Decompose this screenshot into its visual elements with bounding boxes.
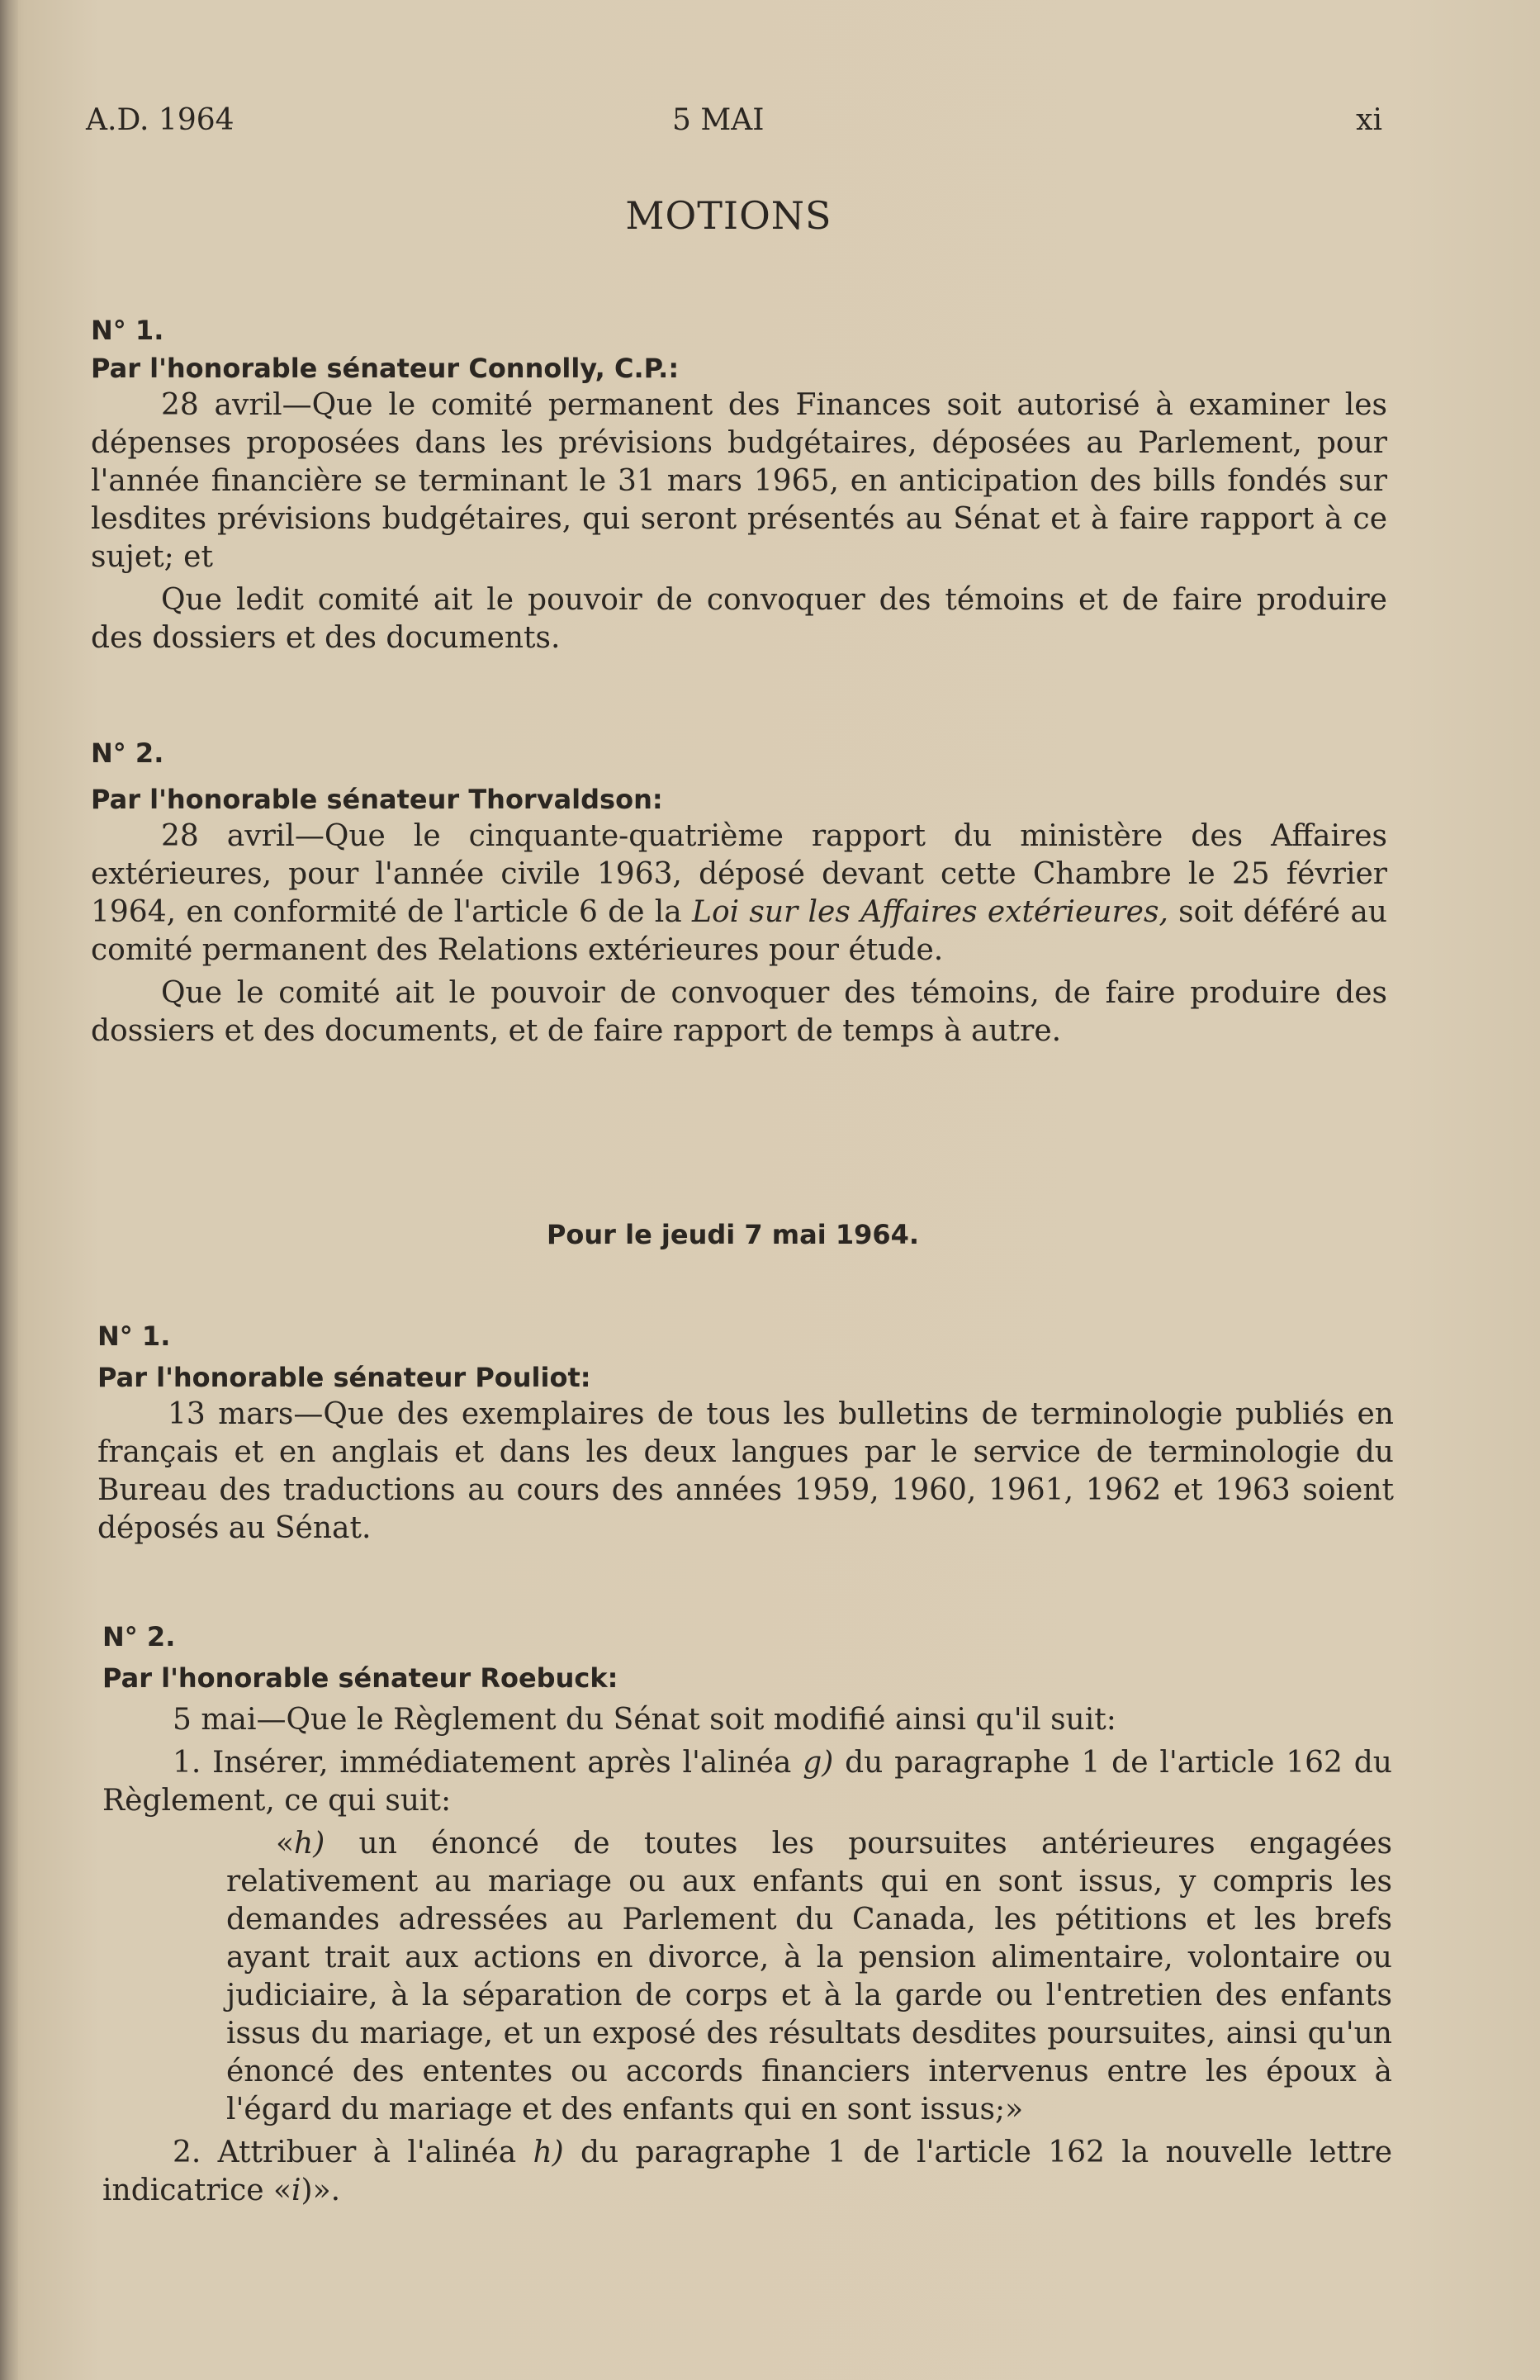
amendment-quote: «h) un énoncé de toutes les poursuites antérieures engagées relativement au mariage ou aux enfants qui en sont issus, y compris les demandes adressées au Parlement du Canada, les pétitions et les brefs ayant trait aux actions en divorce, à la pension alimentaire, volontaire ou judiciaire, à la séparation de corps et à la garde ou l'entretien des enfants issus du mariage, et un exposé des résultats desdites poursuites, ainsi qu'un énoncé des ententes ou accords financiers intervenus entre les époux à l'égard du mariage et des enfants qui en sont issus;» (226, 1827, 1392, 2126)
motion-author: Par l'honorable sénateur Pouliot: (97, 1362, 591, 1393)
book-binding-edge (0, 0, 18, 2380)
motion-paragraph: 5 mai—Que le Règlement du Sénat soit modifié ainsi qu'il suit: (173, 1703, 1116, 1737)
motion-paragraph: 28 avril—Que le cinquante-quatrième rapport du ministère des Affaires extérieures, pour l'année civile 1963, déposé devant cette Chambre le 25 février 1964, en conformité de l'article 6 de la Loi sur les Affaires extérieures, soit déféré au comité permanent des Relations extérieures pour étude. (91, 819, 1387, 967)
motion-author: Par l'honorable sénateur Thorvaldson: (91, 784, 663, 815)
header-year: A.D. 1964 (86, 103, 235, 137)
motion-number: N° 2. (102, 1621, 176, 1652)
motion-paragraph: Que le comité ait le pouvoir de convoquer des témoins, de faire produire des dossiers et des documents, et de faire rapport de temps à autre. (91, 976, 1387, 1048)
motion-block (91, 735, 1387, 1050)
motion-number: N° 1. (97, 1320, 171, 1352)
motion-number: N° 2. (91, 737, 164, 769)
motion-block (91, 312, 1387, 657)
motion-paragraph: 13 mars—Que des exemplaires de tous les bulletins de terminologie publiés en français et en anglais et dans les deux langues par le service de terminologie du Bureau des traductions au cours des années 1959, 1960, 1961, 1962 et 1963 soient déposés au Sénat. (97, 1397, 1394, 1545)
section-date-heading: Pour le jeudi 7 mai 1964. (546, 1219, 920, 1250)
page-title: MOTIONS (625, 193, 832, 238)
header-page-number: xi (1356, 103, 1382, 137)
motion-paragraph: 2. Attribuer à l'alinéa h) du paragraphe 1 de l'article 162 la nouvelle lettre indicatrice «i)». (102, 2136, 1392, 2207)
motion-author: Par l'honorable sénateur Connolly, C.P.: (91, 353, 680, 384)
motion-author: Par l'honorable sénateur Roebuck: (102, 1662, 618, 1694)
motion-paragraph: Que ledit comité ait le pouvoir de convoquer des témoins et de faire produire des dossiers et des documents. (91, 583, 1387, 655)
running-head (86, 103, 1382, 145)
motion-paragraph: 28 avril—Que le comité permanent des Finances soit autorisé à examiner les dépenses proposées dans les prévisions budgétaires, déposées au Parlement, pour l'année financière se terminant le 31 mars 1965, en anticipation des bills fondés sur lesdites prévisions budgétaires, qui seront présentés au Sénat et à faire rapport à ce sujet; et (91, 388, 1387, 574)
motion-block (102, 1619, 1392, 2210)
motion-number: N° 1. (91, 315, 164, 346)
motion-paragraph: 1. Insérer, immédiatement après l'alinéa g) du paragraphe 1 de l'article 162 du Règlement, ce qui suit: (102, 1746, 1392, 1818)
motion-block (97, 1318, 1394, 1548)
header-date: 5 MAI (672, 103, 765, 137)
